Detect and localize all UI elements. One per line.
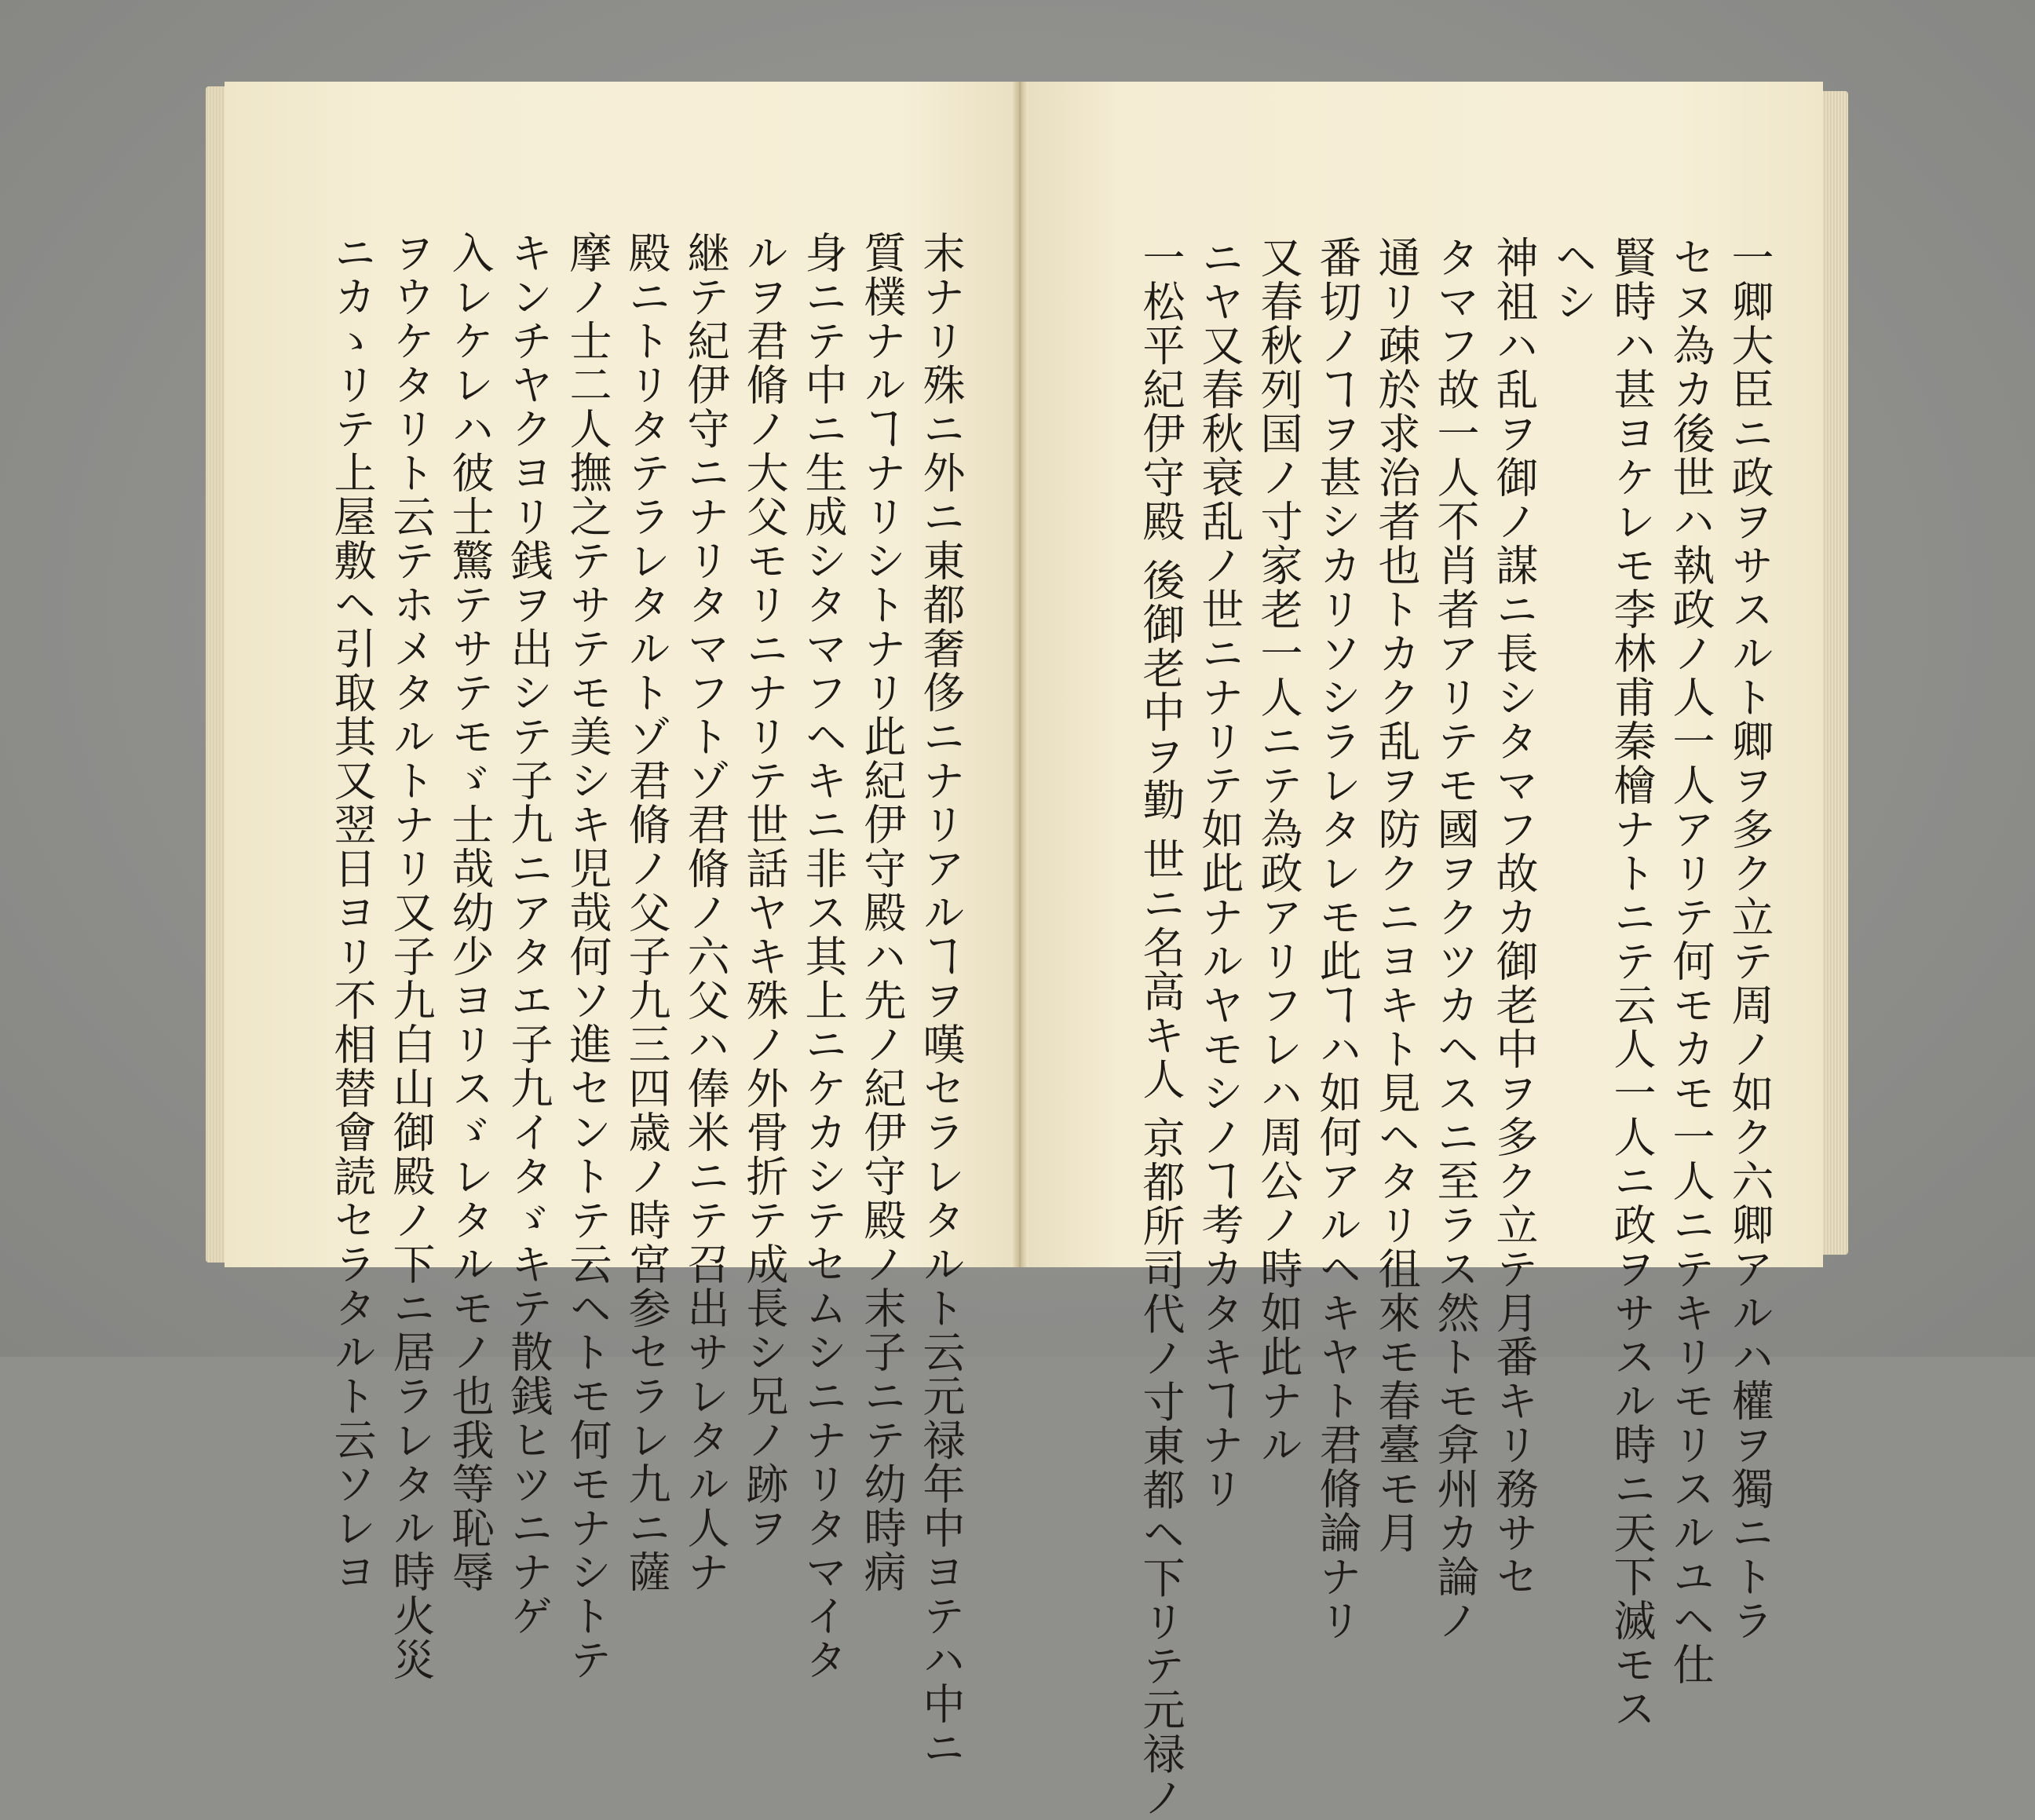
text-column-line: ニカゝリテ上屋敷ヘ引取其又翌日ヨリ不相替會読セラタルト云ソレヨ [327,231,377,1594]
text-column-line: 一松平紀伊守殿 後御老中ヲ勤 世ニ名高キ人 京都所司代ノ寸東都ヘ下リテ元禄ノ [1136,236,1186,1820]
right-page [1022,82,1823,1820]
text-column-line: ニヤ又春秋衰乱ノ世ニナリテ如此ナルヤモシノヿ考カタキヿナリ [1195,236,1244,1511]
book-gutter [1011,82,1028,1267]
text-column-line: ルヲ君脩ノ大父モリニナリテ世話ヤキ殊ノ外骨折テ成長シ兄ノ跡ヲ [740,231,789,1550]
text-column-line: タマフ故一人不肖者アリテモ國ヲクツカヘスニ至ラス然トモ弇州カ論ノ [1430,236,1480,1643]
text-column-line: 通リ疎於求治者也トカク乱ヲ防クニヨキト見ヘタリ徂來モ春臺モ月 [1372,236,1421,1555]
text-column-line: 入レケレハ彼士驚テサテモゞ士哉幼少ヨリスゞレタルモノ也我等恥辱 [445,231,495,1594]
text-column-line: 賢時ハ甚ヨケレモ李林甫秦檜ナトニテ云人一人ニ政ヲサスル時ニ天下滅モス [1607,236,1657,1730]
text-column-line: 神祖ハ乱ヲ御ノ謀ニ長シタマフ故カ御老中ヲ多ク立テ月番キリ務サセ [1489,236,1539,1599]
left-page [225,82,1018,1770]
text-column-line: 摩ノ士二人撫之テサテモ美シキ児哉何ソ進セントテ云ヘトモ何モナシトテ [563,231,612,1682]
text-column-line: 質樸ナルヿナリシトナリ此紀伊守殿ハ先ノ紀伊守殿ノ末子ニテ幼時病 [857,231,907,1594]
text-column-line: 継テ紀伊守ニナリタマフトゾ君脩ノ六父ハ俸米ニテ召出サレタル人ナ [681,231,730,1594]
text-column-line: 又春秋列国ノ寸家老一人ニテ為政アリフレハ周公ノ時如此ナル [1254,236,1303,1467]
text-column-line: ヲウケタリト云テホメタルトナリ又子九白山御殿ノ下ニ居ラレタル時火災 [386,231,436,1682]
right-page-text [1131,236,1779,1820]
text-column-line: キンチヤクヨリ銭ヲ出シテ子九ニアタエ子九イタゞキテ散銭ヒツニナゲ [504,231,554,1638]
text-column-line: 殿ニトリタテラレタルトゾ君脩ノ父子九三四歳ノ時宮参セラレ九ニ薩 [622,231,671,1594]
text-column-line: ヘシ [1548,236,1598,323]
text-column-line: 一卿大臣ニ政ヲサスルト卿ヲ多ク立テ周ノ如ク六卿アルハ權ヲ獨ニトラ [1725,236,1774,1643]
text-column-line: セヌ為カ後世ハ執政ノ人一人アリテ何モカモ一人ニテキリモリスルユヘ仕 [1666,236,1715,1687]
text-column-line: 身ニテ中ニ生成シタマフヘキニ非ス其上ニケカシテセムシニナリタマイタ [798,231,848,1682]
left-page-text [323,231,970,1770]
text-column-line: 末ナリ殊ニ外ニ東都奢侈ニナリアルヿヲ嘆セラレタルト云元禄年中ヨテハ中ニ [916,231,966,1770]
right-page-stack-edge [1820,91,1848,1255]
open-book [206,82,1848,1820]
text-column-line: 番切ノヿヲ甚シカリソシラレタレモ此ヿハ如何アルヘキヤト君脩論ナリ [1313,236,1362,1643]
